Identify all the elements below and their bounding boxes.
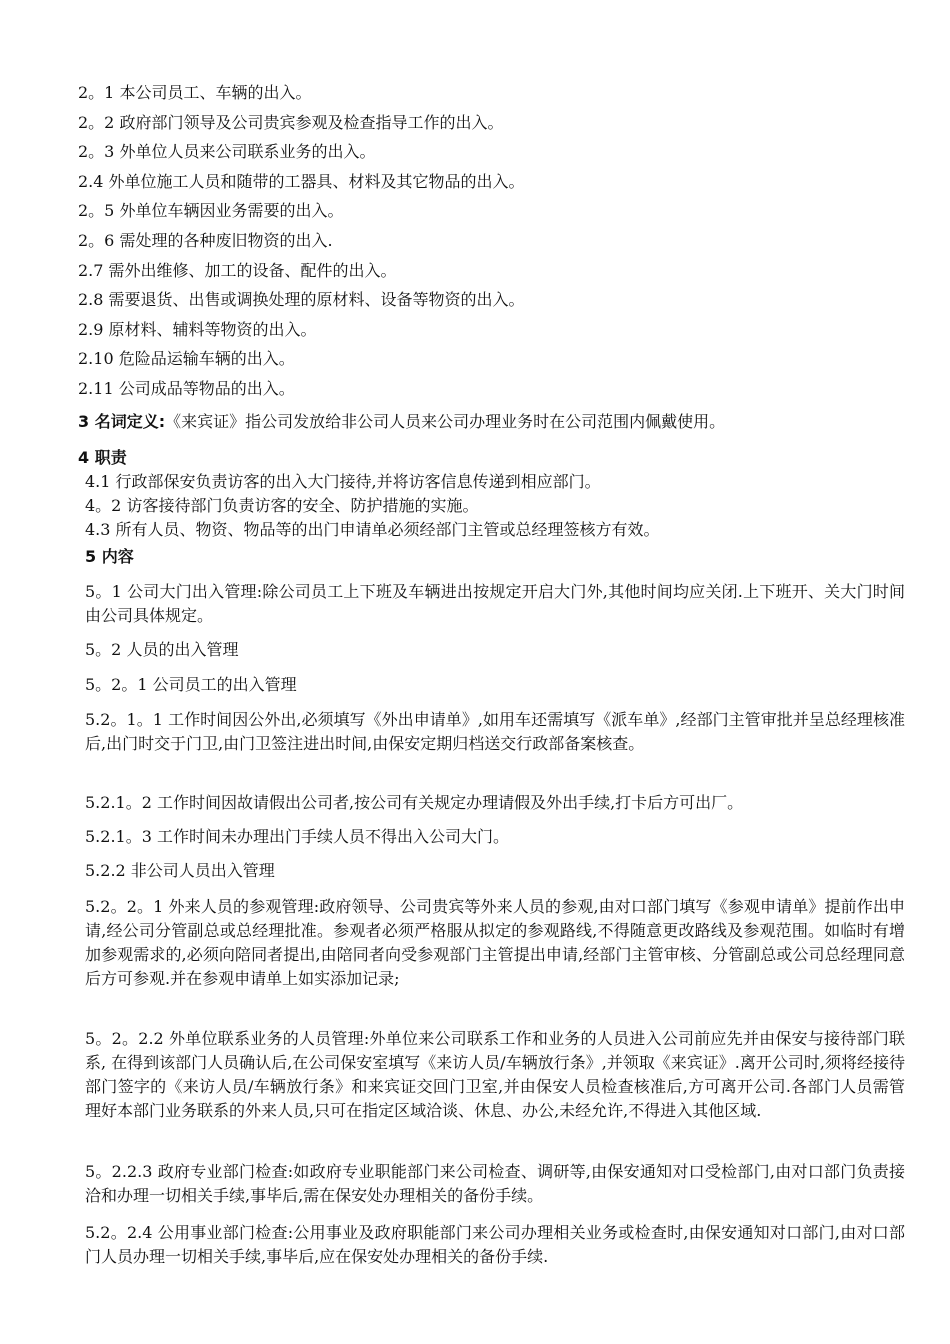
definitions-section (78, 408, 928, 436)
paragraph: 5。2。2.2 外单位联系业务的人员管理:外单位来公司联系工作和业务的人员进入公司前应先并由保安与接待部门联系, 在得到该部门人员确认后,在公司保安室填写《来访人员/车辆放行条》,并领取《来宾证》.离开公司时,须将经接待部门签字的《来访人员/车辆放行条》和来宾证交回门卫室,并由保安人员检查核准后,方可离开公司.各部门人员需管理好本部门业务联系的外来人员,只可在指定区域洽谈、休息、办公,未经允许,不得进入其他区域. (85, 1029, 905, 1120)
list-item: 4.3 所有人员、物资、物品等的出门申请单必须经部门主管或总经理签核方有效。 (85, 520, 660, 539)
paragraph: 5。1 公司大门出入管理:除公司员工上下班及车辆进出按规定开启大门外,其他时间均应关闭.上下班开、关大门时间由公司具体规定。 (85, 582, 905, 625)
paragraph: 5。2.2.3 政府专业部门检查:如政府专业职能部门来公司检查、调研等,由保安通知对口受检部门,由对口部门负责接洽和办理一切相关手续,事毕后,需在保安处办理相关的备份手续。 (85, 1162, 905, 1205)
list-item: 4.1 行政部保安负责访客的出入大门接待,并将访客信息传递到相应部门。 (85, 472, 601, 491)
paragraph: 5。2 人员的出入管理 (85, 640, 239, 659)
paragraph: 5.2.1。3 工作时间未办理出门手续人员不得出入公司大门。 (85, 827, 509, 846)
paragraph: 5。2。1 公司员工的出入管理 (85, 675, 297, 694)
list-item: 2。2 政府部门领导及公司贵宾参观及检查指导工作的出入。 (78, 112, 504, 132)
paragraph: 5.2.2 非公司人员出入管理 (85, 861, 275, 880)
content-heading: 5 内容 (85, 547, 134, 566)
paragraph: 5.2。2.4 公用事业部门检查:公用事业及政府职能部门来公司办理相关业务或检查时,由保安通知对口部门,由对口部门人员办理一切相关手续,事毕后,应在保安处办理相关的备份手续. (85, 1223, 905, 1266)
definitions-text: 《来宾证》指公司发放给非公司人员来公司办理业务时在公司范围内佩戴使用。 (165, 412, 726, 431)
list-item: 2.7 需外出维修、加工的设备、配件的出入。 (78, 260, 397, 280)
responsibilities-list (85, 470, 925, 542)
list-item: 2。3 外单位人员来公司联系业务的出入。 (78, 142, 376, 162)
list-item: 2.4 外单位施工人员和随带的工器具、材料及其它物品的出入。 (78, 171, 525, 191)
paragraph: 5.2。2。1 外来人员的参观管理:政府领导、公司贵宾等外来人员的参观,由对口部门填写《参观申请单》提前作出申请,经公司分管副总或总经理批准。参观者必须严格服从拟定的参观路线,不得随意更改路线及参观范围。如临时有增加参观需求的,必须向陪同者提出,由陪同者向受参观部门主管提出申请,经部门主管审核、分管副总或公司总经理同意后方可参观.并在参观申请单上如实添加记录; (85, 897, 905, 988)
list-item: 2。6 需处理的各种废旧物资的出入. (78, 230, 333, 250)
list-item: 2.8 需要退货、出售或调换处理的原材料、设备等物资的出入。 (78, 290, 525, 310)
paragraph: 5.2.1。2 工作时间因故请假出公司者,按公司有关规定办理请假及外出手续,打卡后方可出厂。 (85, 793, 744, 812)
paragraph: 5.2。1。1 工作时间因公外出,必须填写《外出申请单》,如用车还需填写《派车单》,经部门主管审批并呈总经理核准后,出门时交于门卫,由门卫签注进出时间,由保安定期归档送交行政部备案核查。 (85, 710, 905, 753)
list-item: 2.10 危险品运输车辆的出入。 (78, 349, 295, 369)
list-item: 2.9 原材料、辅料等物资的出入。 (78, 319, 317, 339)
list-item: 2。5 外单位车辆因业务需要的出入。 (78, 201, 344, 221)
list-item: 2.11 公司成品等物品的出入。 (78, 378, 295, 398)
scope-list (78, 78, 918, 404)
responsibilities-heading: 4 职责 (78, 448, 127, 467)
list-item: 4。2 访客接待部门负责访客的安全、防护措施的实施。 (85, 496, 479, 515)
list-item: 2。1 本公司员工、车辆的出入。 (78, 83, 312, 102)
definitions-label: 3 名词定义: (78, 412, 166, 431)
